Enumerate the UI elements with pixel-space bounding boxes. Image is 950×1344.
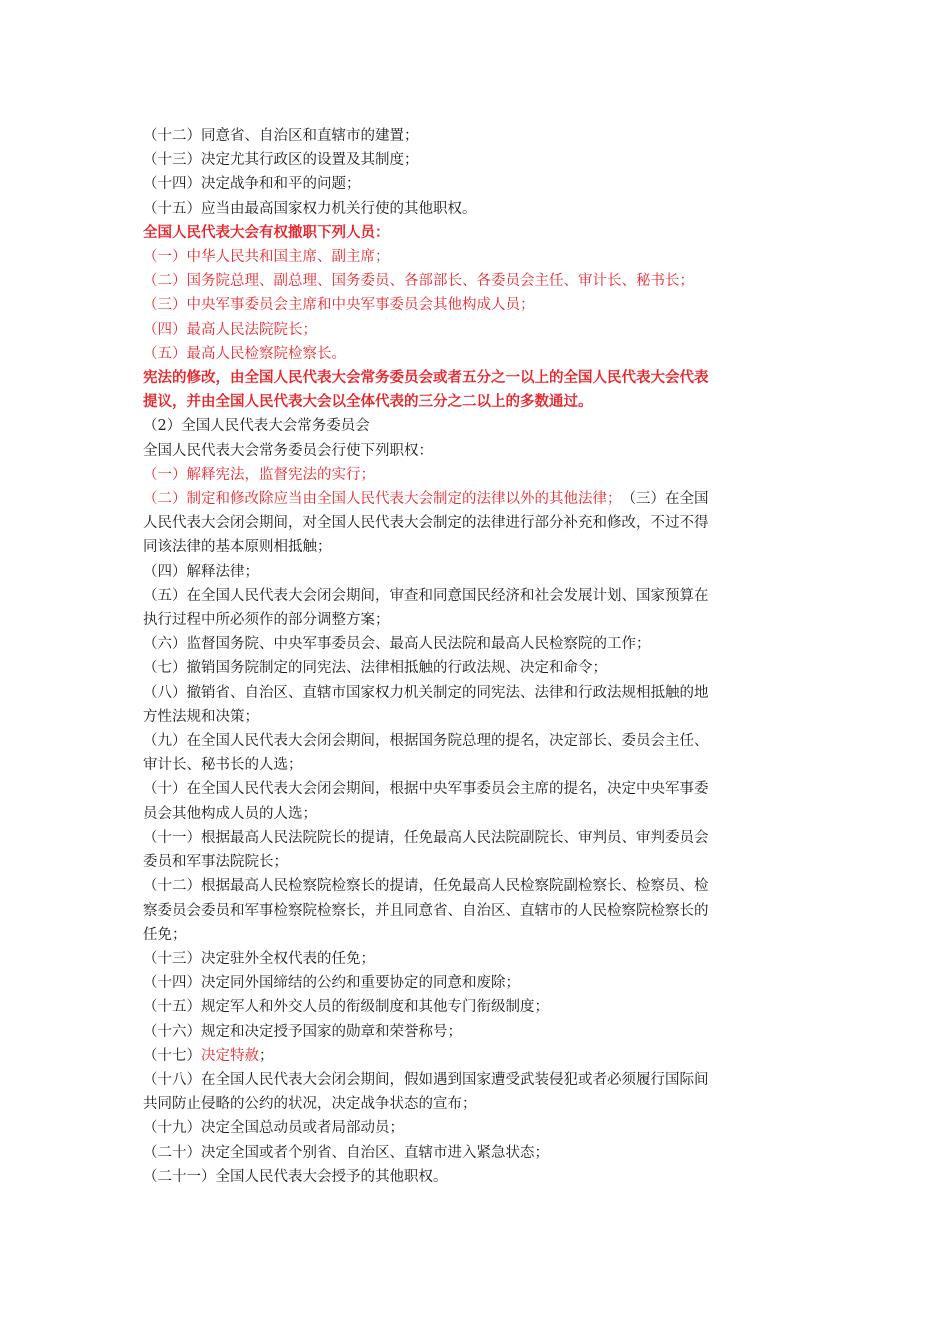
text-line: （十四）决定战争和和平的问题； [143, 176, 361, 193]
text-line: （2）全国人民代表大会常务委员会 [143, 418, 370, 435]
text-line: （十三）决定尤其行政区的设置及其制度； [143, 152, 419, 169]
text-line: （五）在全国人民代表大会闭会期间，审查和同意国民经济和社会发展计划、国家预算在 [143, 587, 709, 604]
text-line: 宪法的修改，由全国人民代表大会常务委员会或者五分之一以上的全国人民代表大会代表 [143, 369, 709, 387]
text-line: （二十一）全国人民代表大会授予的其他职权。 [143, 1168, 448, 1185]
text-line: （二十）决定全国或者个别省、自治区、直辖市进入紧急状态； [143, 1144, 549, 1161]
text-run: ； [259, 1047, 274, 1064]
text-line: 提议，并由全国人民代表大会以全体代表的三分之二以上的多数通过。 [143, 393, 593, 411]
text-line: 察委员会委员和军事检察院检察长，并且同意省、自治区、直辖市的人民检察院检察长的 [143, 902, 709, 919]
text-line: （五）最高人民检察院检察长。 [143, 345, 346, 362]
text-run: （十七） [143, 1047, 201, 1064]
document-page [143, 124, 815, 1189]
text-run: （三）在全国 [614, 491, 709, 508]
text-line: （十二）根据最高人民检察院检察长的提请，任免最高人民检察院副检察长、检察员、检 [143, 878, 709, 895]
text-line: （十四）决定同外国缔结的公约和重要协定的同意和废除； [143, 975, 520, 992]
text-line: （十六）规定和决定授予国家的勋章和荣誉称号； [143, 1023, 462, 1040]
text-line: （八）撤销省、自治区、直辖市国家权力机关制定的同宪法、法律和行政法规相抵触的地 [143, 684, 709, 701]
text-line: （七）撤销国务院制定的同宪法、法律相抵触的行政法规、决定和命令； [143, 660, 607, 677]
text-line: 任免； [143, 926, 187, 943]
text-line: 方性法规和决策； [143, 708, 259, 725]
text-line: （十二）同意省、自治区和直辖市的建置； [143, 128, 419, 144]
text-line: （一）解释宪法，监督宪法的实行； [143, 466, 375, 483]
text-line: （十）在全国人民代表大会闭会期间，根据中央军事委员会主席的提名，决定中央军事委 [143, 781, 709, 798]
text-line: 审计长、秘书长的人选； [143, 757, 303, 774]
text-line: （十三）决定驻外全权代表的任免； [143, 950, 375, 967]
text-line: 共同防止侵略的公约的状况，决定战争状态的宣布； [143, 1096, 477, 1113]
text-line: （三）中央军事委员会主席和中央军事委员会其他构成人员； [143, 297, 535, 314]
text-line: （十五）应当由最高国家权力机关行使的其他职权。 [143, 200, 477, 217]
text-line [143, 487, 815, 511]
text-line: 员会其他构成人员的人选； [143, 805, 317, 822]
text-line: （十一）根据最高人民法院院长的提请，任免最高人民法院副院长、审判员、审判委员会 [143, 829, 709, 846]
text-line: 委员和军事法院院长； [143, 854, 288, 871]
text-line: 执行过程中所必须作的部分调整方案； [143, 612, 390, 629]
text-line: 全国人民代表大会有权撤职下列人员： [143, 223, 390, 241]
text-line: 全国人民代表大会常务委员会行使下列职权： [143, 442, 433, 459]
text-line: （四）最高人民法院院长； [143, 321, 317, 338]
text-line: （十八）在全国人民代表大会闭会期间，假如遇到国家遭受武装侵犯或者必须履行国际间 [143, 1071, 709, 1088]
text-line: （二）国务院总理、副总理、国务委员、各部部长、各委员会主任、审计长、秘书长； [143, 273, 694, 290]
text-line: （九）在全国人民代表大会闭会期间，根据国务院总理的提名，决定部长、委员会主任、 [143, 733, 709, 750]
text-run: 决定特赦 [201, 1047, 259, 1064]
text-line [143, 1044, 815, 1068]
text-line: （六）监督国务院、中央军事委员会、最高人民法院和最高人民检察院的工作； [143, 636, 651, 653]
text-line: 人民代表大会闭会期间，对全国人民代表大会制定的法律进行部分补充和修改，不过不得 [143, 515, 709, 532]
text-line: （一）中华人民共和国主席、副主席； [143, 249, 390, 266]
text-run: （二）制定和修改除应当由全国人民代表大会制定的法律以外的其他法律； [143, 491, 615, 508]
text-line: （十五）规定军人和外交人员的衔级制度和其他专门衔级制度； [143, 999, 549, 1016]
text-line: （十九）决定全国总动员或者局部动员； [143, 1120, 404, 1137]
text-line: （四）解释法律； [143, 563, 259, 580]
text-line: 同该法律的基本原则相抵触； [143, 539, 332, 556]
